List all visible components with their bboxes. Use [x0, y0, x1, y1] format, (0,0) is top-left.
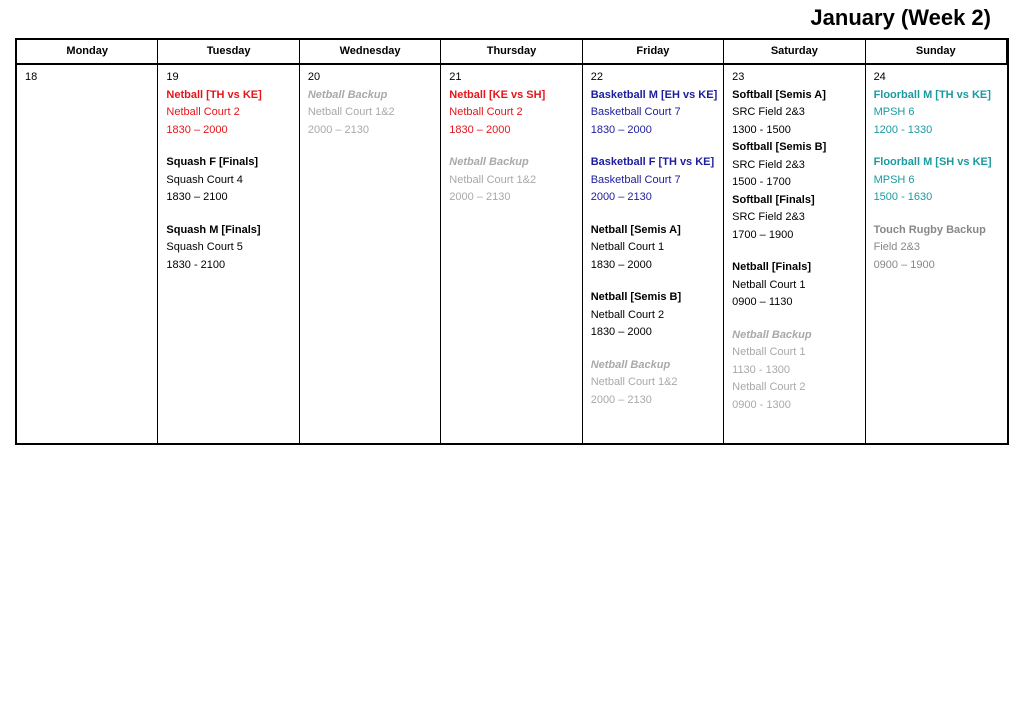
event-title: Floorball M [TH vs KE] — [873, 88, 991, 101]
event-touch-rugby-backup — [874, 222, 999, 275]
page-title: January (Week 2) — [810, 5, 991, 30]
event-venue: Netball Court 2 — [590, 308, 665, 321]
day-number: 24 — [873, 71, 886, 83]
event-venue: SRC Field 2&3 — [732, 158, 805, 171]
event-venue: MPSH 6 — [873, 106, 915, 118]
event-venue: Basketball Court 7 — [590, 173, 681, 186]
event-time: 1830 - 2100 — [166, 258, 226, 271]
event-floorball-m-th-vs-ke — [874, 87, 999, 140]
event-time: 1500 - 1700 — [732, 176, 791, 188]
event-venue: Netball Court 1&2 — [449, 173, 537, 186]
event-netball-ke-vs-sh — [449, 87, 573, 140]
day-cell-tuesday — [158, 65, 299, 443]
event-venue: Netball Court 2 — [449, 106, 523, 118]
event-title: Netball [Semis B] — [590, 291, 682, 303]
event-squash-m-finals — [166, 222, 290, 275]
event-venue: SRC Field 2&3 — [732, 211, 805, 223]
day-number: 23 — [732, 71, 745, 83]
event-venue-2: Netball Court 2 — [732, 381, 806, 393]
event-title: Basketball F [TH vs KE] — [590, 156, 715, 168]
event-venue: Netball Court 1 — [590, 241, 665, 253]
event-title: Netball [TH vs KE] — [166, 88, 262, 101]
event-netball-th-vs-ke — [166, 87, 290, 140]
event-venue: Netball Court 1&2 — [590, 376, 678, 388]
event-title: Netball [Finals] — [732, 261, 811, 273]
event-title: Basketball M [EH vs KE] — [590, 88, 718, 101]
header-wednesday: Wednesday — [300, 40, 441, 65]
day-number: 19 — [166, 71, 179, 83]
day-cell-saturday — [724, 65, 865, 443]
event-squash-f-finals — [166, 154, 290, 207]
event-time: 2000 – 2130 — [307, 123, 370, 136]
event-venue: Basketball Court 7 — [590, 106, 681, 118]
day-cell-monday — [17, 65, 158, 443]
event-title: Touch Rugby Backup — [873, 223, 986, 236]
header-friday: Friday — [583, 40, 724, 65]
event-title: Netball [KE vs SH] — [449, 88, 546, 101]
day-cell-wednesday — [300, 65, 441, 443]
day-number: 21 — [449, 71, 462, 83]
event-venue: Netball Court 1 — [732, 278, 806, 291]
event-venue: MPSH 6 — [873, 173, 915, 186]
week-calendar — [15, 38, 1009, 445]
event-netball-backup — [449, 154, 573, 207]
event-title: Softball [Semis A] — [732, 88, 826, 101]
event-basketball-f-th-vs-ke — [591, 154, 715, 207]
event-venue: Netball Court 1&2 — [307, 106, 395, 118]
day-number: 22 — [590, 71, 603, 83]
day-number: 20 — [307, 71, 321, 83]
event-time: 1130 - 1300 — [732, 363, 791, 376]
event-venue: Netball Court 2 — [166, 106, 240, 118]
event-title: Squash M [Finals] — [166, 223, 261, 236]
event-time: 2000 – 2130 — [590, 191, 652, 203]
header-thursday: Thursday — [441, 40, 582, 65]
event-time: 2000 – 2130 — [449, 191, 511, 203]
day-cell-friday — [583, 65, 724, 443]
event-venue: Netball Court 1 — [732, 346, 806, 358]
event-time: 0900 – 1130 — [732, 296, 793, 308]
event-title: Softball [Semis B] — [732, 141, 827, 153]
event-netball-backup — [732, 327, 856, 415]
event-title: Floorball M [SH vs KE] — [873, 156, 992, 168]
event-title: Netball Backup — [449, 156, 529, 168]
event-title: Netball [Semis A] — [590, 223, 681, 236]
header-saturday: Saturday — [724, 40, 865, 65]
event-time: 1700 – 1900 — [732, 228, 794, 241]
event-time: 1830 – 2000 — [449, 123, 511, 136]
event-time: 1500 - 1630 — [873, 191, 933, 203]
event-softball-semis-b — [732, 139, 856, 192]
event-netball-semis-b — [591, 289, 715, 342]
event-netball-semis-a — [591, 222, 715, 275]
event-softball-semis-a — [732, 87, 856, 140]
day-cell-sunday — [866, 65, 1007, 443]
event-softball-finals — [732, 192, 856, 245]
event-venue: SRC Field 2&3 — [732, 106, 805, 118]
event-venue: Squash Court 4 — [166, 173, 243, 186]
event-time: 1830 – 2000 — [166, 123, 228, 136]
event-title: Netball Backup — [590, 358, 671, 371]
event-title: Netball Backup — [732, 328, 812, 341]
day-cell-thursday — [441, 65, 582, 443]
event-time: 0900 – 1900 — [873, 258, 935, 271]
event-basketball-m-eh-vs-ke — [590, 87, 718, 140]
event-time-2: 0900 - 1300 — [732, 398, 791, 411]
event-floorball-m-sh-vs-ke — [874, 154, 999, 207]
header-tuesday: Tuesday — [158, 40, 299, 65]
event-time: 2000 – 2130 — [590, 393, 652, 406]
event-time: 1830 – 2000 — [590, 258, 652, 271]
event-venue: Squash Court 5 — [166, 241, 243, 253]
event-time: 1200 - 1330 — [873, 123, 933, 136]
event-venue: Field 2&3 — [873, 241, 921, 253]
event-time: 1830 – 2000 — [590, 123, 652, 136]
event-time: 1830 – 2000 — [590, 326, 652, 338]
event-netball-backup — [591, 357, 715, 410]
event-title: Softball [Finals] — [732, 193, 815, 206]
day-number: 18 — [25, 71, 38, 83]
header-sunday: Sunday — [866, 40, 1007, 65]
event-time: 1300 - 1500 — [732, 123, 791, 136]
event-time: 1830 – 2100 — [166, 191, 228, 203]
header-monday: Monday — [17, 40, 158, 65]
event-netball-backup — [308, 87, 432, 140]
event-title: Netball Backup — [307, 88, 388, 101]
event-netball-finals — [732, 259, 856, 312]
event-title: Squash F [Finals] — [166, 156, 259, 168]
